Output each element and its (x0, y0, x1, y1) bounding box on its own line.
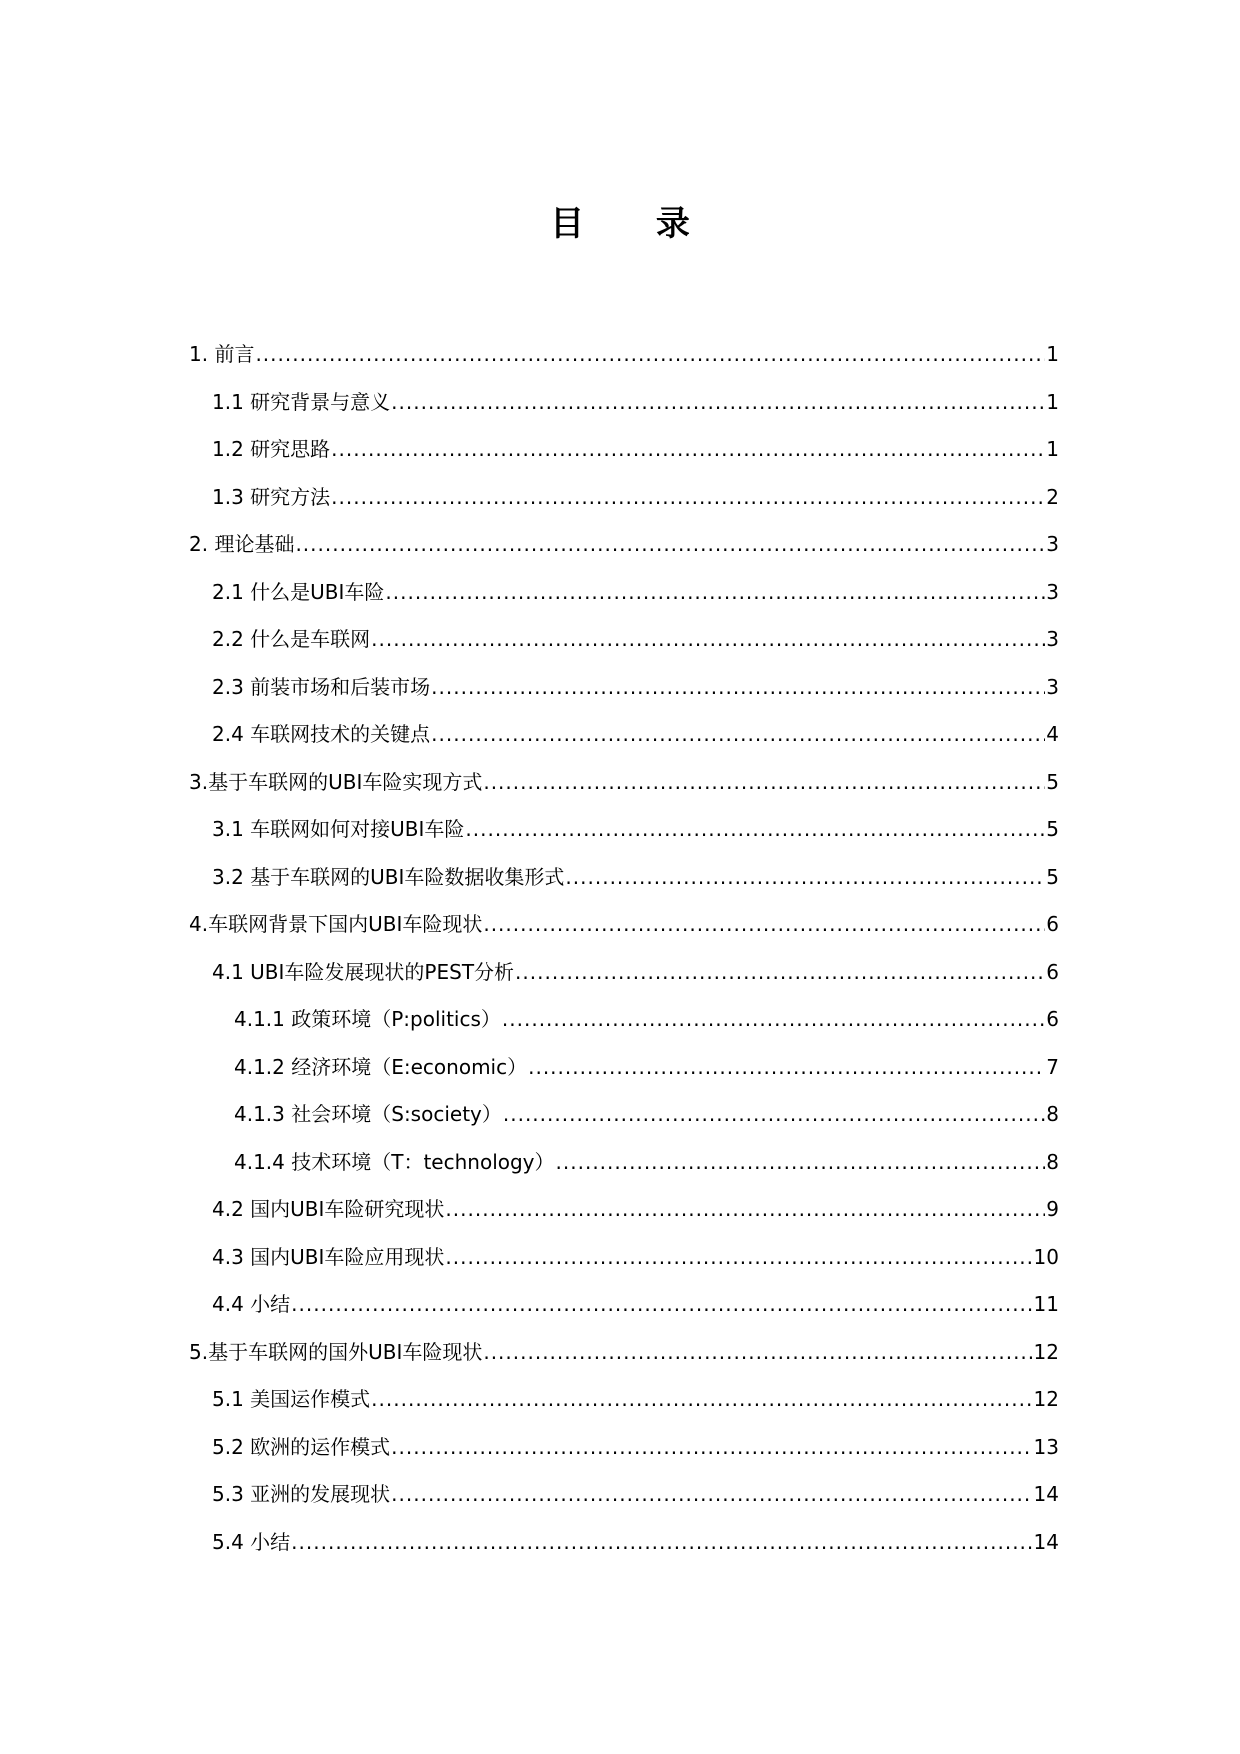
toc-entry-page: 8 (1046, 1102, 1059, 1126)
toc-entry-page: 5 (1046, 769, 1059, 794)
dot-leader (331, 429, 1045, 469)
toc-entry-label: 4.1.2 经济环境（E:economic） (234, 1054, 528, 1079)
toc-entry-label: 1.2 研究思路 (212, 437, 331, 461)
table-of-contents (189, 334, 1059, 1569)
toc-entry-label: 1.1 研究背景与意义 (212, 389, 391, 414)
dot-leader (503, 1094, 1045, 1134)
toc-entry-page: 3 (1046, 674, 1059, 699)
dot-leader (483, 904, 1045, 944)
toc-entry-label: 4.1.4 技术环境（T：technology） (234, 1149, 555, 1174)
toc-entry-label: 2.2 什么是车联网 (212, 627, 371, 651)
toc-entry-page: 10 (1033, 1244, 1059, 1269)
dot-leader (255, 334, 1045, 374)
toc-entry-label: 5.基于车联网的国外UBI车险现状 (189, 1339, 483, 1364)
dot-leader (445, 1237, 1032, 1277)
toc-entry-page: 4 (1046, 722, 1059, 746)
toc-entry-page: 14 (1033, 1529, 1059, 1554)
toc-entry[interactable] (189, 952, 1059, 1000)
dot-leader (291, 1284, 1032, 1324)
toc-entry[interactable] (189, 382, 1059, 430)
toc-entry-page: 7 (1046, 1054, 1059, 1079)
toc-entry-label: 4.1.1 政策环境（P:politics） (234, 1007, 501, 1031)
toc-entry-label: 4.车联网背景下国内UBI车险现状 (189, 912, 483, 936)
dot-leader (331, 477, 1045, 517)
toc-entry[interactable] (189, 1142, 1059, 1190)
toc-entry-label: 5.4 小结 (212, 1529, 291, 1554)
dot-leader (391, 382, 1045, 422)
dot-leader (385, 572, 1045, 612)
toc-entry[interactable] (189, 904, 1059, 952)
toc-entry[interactable] (189, 1474, 1059, 1522)
page-title: 目 录 (550, 204, 720, 244)
toc-entry[interactable] (189, 619, 1059, 667)
dot-leader (371, 619, 1045, 659)
dot-leader (528, 1047, 1045, 1087)
toc-entry-page: 6 (1046, 1007, 1059, 1031)
toc-entry-page: 1 (1046, 389, 1059, 414)
toc-entry[interactable] (189, 809, 1059, 857)
dot-leader (565, 857, 1045, 897)
toc-entry[interactable] (189, 762, 1059, 810)
toc-entry-label: 2. 理论基础 (189, 532, 295, 556)
toc-entry[interactable] (189, 1189, 1059, 1237)
dot-leader (371, 1379, 1032, 1419)
toc-entry[interactable] (189, 334, 1059, 382)
toc-entry-page: 5 (1046, 864, 1059, 889)
toc-entry[interactable] (189, 572, 1059, 620)
dot-leader (431, 667, 1045, 707)
dot-leader (465, 809, 1045, 849)
toc-entry-label: 4.1.3 社会环境（S:society） (234, 1102, 502, 1126)
toc-entry-page: 3 (1046, 579, 1059, 604)
toc-entry-page: 3 (1046, 627, 1059, 651)
toc-entry[interactable] (189, 714, 1059, 762)
toc-entry[interactable] (189, 999, 1059, 1047)
toc-entry[interactable] (189, 1522, 1059, 1570)
toc-entry-label: 2.4 车联网技术的关键点 (212, 722, 431, 746)
dot-leader (483, 762, 1045, 802)
toc-entry-label: 2.3 前装市场和后装市场 (212, 674, 431, 699)
toc-entry-label: 5.2 欧洲的运作模式 (212, 1434, 391, 1459)
toc-entry[interactable] (189, 857, 1059, 905)
toc-entry-page: 6 (1046, 912, 1059, 936)
toc-entry-page: 1 (1046, 342, 1059, 366)
toc-entry[interactable] (189, 524, 1059, 572)
dot-leader (391, 1427, 1032, 1467)
toc-entry[interactable] (189, 1379, 1059, 1427)
dot-leader (391, 1474, 1032, 1514)
toc-entry[interactable] (189, 429, 1059, 477)
toc-entry[interactable] (189, 1427, 1059, 1475)
toc-entry[interactable] (189, 1047, 1059, 1095)
toc-entry[interactable] (189, 477, 1059, 525)
dot-leader (291, 1522, 1032, 1562)
toc-entry-page: 3 (1046, 532, 1059, 556)
toc-entry-page: 9 (1046, 1197, 1059, 1221)
toc-entry[interactable] (189, 1332, 1059, 1380)
toc-entry-label: 4.2 国内UBI车险研究现状 (212, 1197, 445, 1221)
toc-entry-page: 2 (1046, 484, 1059, 509)
toc-entry-page: 8 (1046, 1149, 1059, 1174)
dot-leader (556, 1142, 1046, 1182)
toc-entry[interactable] (189, 667, 1059, 715)
toc-entry-label: 4.1 UBI车险发展现状的PEST分析 (212, 959, 515, 984)
toc-entry-label: 2.1 什么是UBI车险 (212, 579, 385, 604)
toc-entry-label: 4.3 国内UBI车险应用现状 (212, 1244, 445, 1269)
dot-leader (431, 714, 1045, 754)
toc-entry-label: 3.1 车联网如何对接UBI车险 (212, 817, 465, 841)
toc-entry-page: 1 (1046, 437, 1059, 461)
toc-entry-page: 11 (1033, 1292, 1059, 1316)
toc-entry-page: 12 (1033, 1339, 1059, 1364)
dot-leader (515, 952, 1045, 992)
toc-entry-label: 4.4 小结 (212, 1292, 291, 1316)
toc-entry-label: 5.1 美国运作模式 (212, 1387, 371, 1411)
dot-leader (295, 524, 1045, 564)
dot-leader (502, 999, 1045, 1039)
dot-leader (483, 1332, 1032, 1372)
toc-entry-page: 14 (1033, 1482, 1059, 1506)
toc-entry-page: 5 (1046, 817, 1059, 841)
toc-entry-label: 3.基于车联网的UBI车险实现方式 (189, 769, 483, 794)
toc-entry-label: 3.2 基于车联网的UBI车险数据收集形式 (212, 864, 565, 889)
toc-entry[interactable] (189, 1237, 1059, 1285)
toc-entry-page: 6 (1046, 959, 1059, 984)
toc-entry-label: 1.3 研究方法 (212, 484, 331, 509)
toc-entry-label: 5.3 亚洲的发展现状 (212, 1482, 391, 1506)
toc-entry-page: 13 (1033, 1434, 1059, 1459)
toc-entry-label: 1. 前言 (189, 342, 255, 366)
toc-entry-page: 12 (1033, 1387, 1059, 1411)
toc-entry[interactable] (189, 1094, 1059, 1142)
dot-leader (445, 1189, 1045, 1229)
toc-entry[interactable] (189, 1284, 1059, 1332)
